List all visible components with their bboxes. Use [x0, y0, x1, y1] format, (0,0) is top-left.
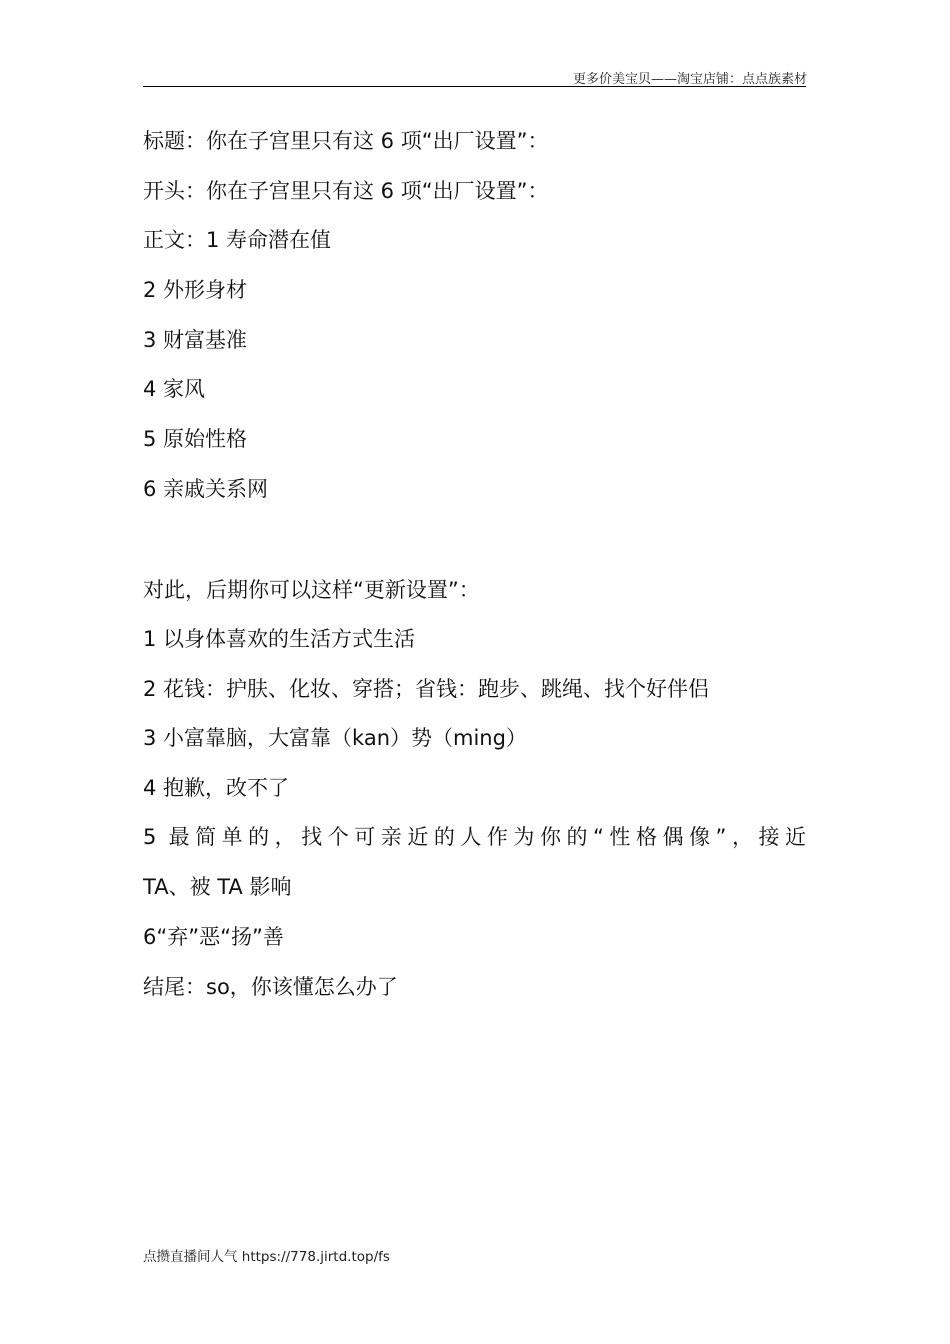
text-line-update-intro: 对此，后期你可以这样“更新设置”：: [143, 578, 480, 602]
text-line-title: 标题：你在子宫里只有这 6 项“出厂设置”：: [143, 129, 549, 153]
page-header-text: 更多价美宝贝——淘宝店铺：点点族素材: [572, 72, 807, 87]
text-line-update-6: 6“弃”恶“扬”善: [143, 925, 284, 949]
text-line-body-3: 3 财富基准: [143, 328, 248, 352]
text-line-body-1: 正文：1 寿命潜在值: [143, 228, 332, 252]
text-line-update-5-cont: TA、被 TA 影响: [143, 875, 292, 899]
page-footer-text: 点攒直播间人气 https://778.jirtd.top/fs: [143, 1249, 390, 1265]
text-line-body-2: 2 外形身材: [143, 278, 248, 302]
text-line-body-5: 5 原始性格: [143, 427, 248, 451]
text-line-update-5: 5 最简单的，找个可亲近的人作为你的“性格偶像”，接近: [143, 825, 806, 849]
header-divider: [143, 86, 806, 87]
text-line-update-3: 3 小富靠脑，大富靠（kan）势（ming）: [143, 726, 527, 750]
text-line-body-4: 4 家风: [143, 377, 206, 401]
text-line-ending: 结尾：so，你该懂怎么办了: [143, 975, 398, 999]
text-line-update-2: 2 花钱：护肤、化妆、穿搭；省钱：跑步、跳绳、找个好伴侣: [143, 677, 710, 701]
text-line-update-4: 4 抱歉，改不了: [143, 776, 290, 800]
text-line-opening: 开头：你在子宫里只有这 6 项“出厂设置”：: [143, 179, 549, 203]
text-line-update-1: 1 以身体喜欢的生活方式生活: [143, 627, 416, 651]
text-line-body-6: 6 亲戚关系网: [143, 477, 269, 501]
